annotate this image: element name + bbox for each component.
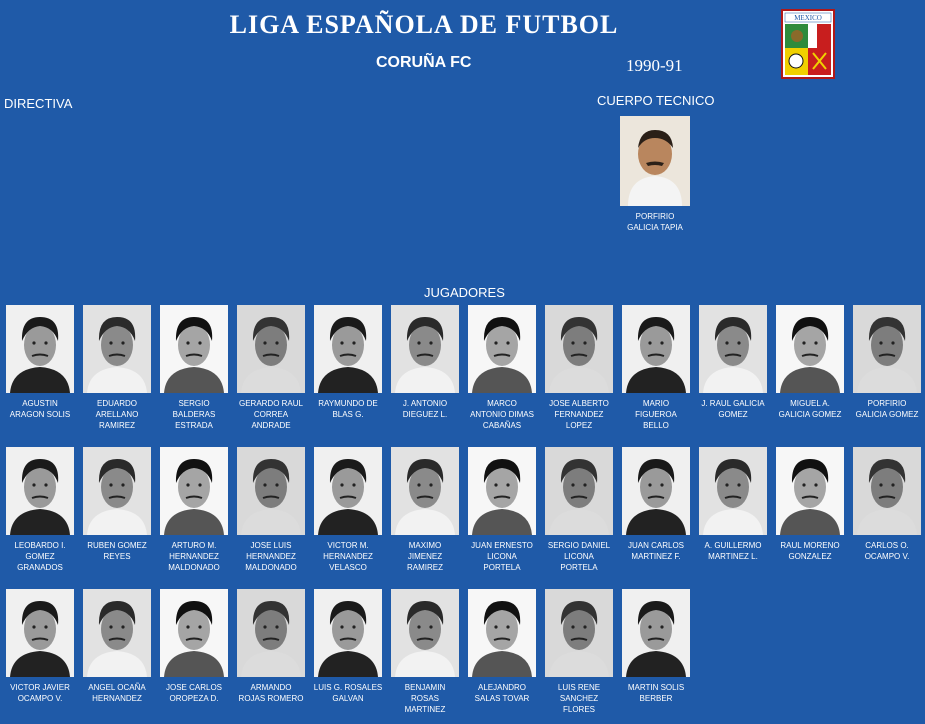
player-name: MIGUEL A. GALICIA GOMEZ (778, 399, 842, 419)
player-card (311, 589, 385, 704)
player-photo (314, 447, 382, 535)
player-name: MARCO ANTONIO DIMAS CABAÑAS (470, 399, 534, 430)
logo-text: MEXICO (794, 14, 822, 22)
player-name: LEOBARDO I. GOMEZ GRANADOS (14, 541, 66, 572)
player-photo (776, 305, 844, 393)
player-name: JOSE ALBERTO FERNANDEZ LOPEZ (549, 399, 609, 430)
coach-card (618, 116, 692, 233)
player-photo (391, 589, 459, 677)
player-name: CARLOS O. OCAMPO V. (864, 541, 910, 561)
player-photo (776, 447, 844, 535)
player-photo (545, 589, 613, 677)
player-card (157, 447, 231, 573)
player-card (3, 305, 77, 420)
player-card (773, 447, 847, 562)
player-name: JUAN CARLOS MARTINEZ F. (627, 541, 684, 561)
player-photo (391, 447, 459, 535)
player-photo (6, 447, 74, 535)
player-photo (237, 447, 305, 535)
player-name: JUAN ERNESTO LICONA PORTELA (471, 541, 533, 572)
player-photo (853, 305, 921, 393)
player-card (234, 305, 308, 431)
season-label: 1990-91 (626, 56, 683, 75)
player-name: EDUARDO ARELLANO RAMIREZ (95, 399, 139, 430)
player-photo (699, 447, 767, 535)
mexico-crest-logo (781, 9, 835, 79)
player-card (388, 305, 462, 420)
player-photo (83, 589, 151, 677)
page-title: LIGA ESPAÑOLA DE FUTBOL (229, 10, 619, 39)
player-name: ALEJANDRO SALAS TOVAR (474, 683, 530, 703)
player-name: ARTURO M. HERNANDEZ MALDONADO (168, 541, 220, 572)
player-name: J. ANTONIO DIEGUEZ L. (402, 399, 448, 419)
player-photo (160, 589, 228, 677)
player-photo (468, 305, 536, 393)
player-card (3, 447, 77, 573)
player-card (619, 447, 693, 562)
player-card (850, 305, 924, 420)
player-photo (314, 305, 382, 393)
player-card (542, 447, 616, 573)
player-card (80, 305, 154, 431)
player-photo (160, 447, 228, 535)
player-card (388, 447, 462, 573)
player-card (465, 305, 539, 431)
team-name: CORUÑA FC (376, 54, 472, 71)
player-name: MAXIMO JIMENEZ RAMIREZ (407, 541, 443, 572)
cuerpo-tecnico-label: CUERPO TECNICO (597, 93, 715, 108)
player-name: MARTIN SOLIS BERBER (627, 683, 685, 703)
player-card (157, 589, 231, 704)
player-name: RUBEN GOMEZ REYES (87, 541, 147, 561)
player-photo (853, 447, 921, 535)
player-name: LUIS G. ROSALES GALVAN (313, 683, 383, 703)
player-name: SERGIO DANIEL LICONA PORTELA (547, 541, 611, 572)
player-name: VICTOR M. HERNANDEZ VELASCO (323, 541, 373, 572)
player-name: GERARDO RAUL CORREA ANDRADE (238, 399, 303, 430)
player-card (80, 447, 154, 562)
player-photo (622, 589, 690, 677)
player-card (465, 589, 539, 704)
player-photo (468, 447, 536, 535)
player-card (388, 589, 462, 715)
player-card (157, 305, 231, 431)
player-name: PORFIRIO GALICIA GOMEZ (855, 399, 919, 419)
player-name: JOSE CARLOS OROPEZA D. (165, 683, 222, 703)
player-name: J. RAUL GALICIA GOMEZ (701, 399, 765, 419)
player-photo (83, 305, 151, 393)
player-name: RAYMUNDO DE BLAS G. (318, 399, 378, 419)
player-card (542, 589, 616, 715)
coach-name: PORFIRIO GALICIA TAPIA (627, 212, 683, 232)
player-photo (699, 305, 767, 393)
player-card (311, 447, 385, 573)
player-photo (6, 589, 74, 677)
player-photo (314, 589, 382, 677)
player-card (465, 447, 539, 573)
player-photo (622, 305, 690, 393)
player-photo (545, 305, 613, 393)
player-name: LUIS RENE SANCHEZ FLORES (557, 683, 601, 714)
player-name: ANGEL OCAÑA HERNANDEZ (88, 683, 146, 703)
player-name: BENJAMIN ROSAS MARTINEZ (404, 683, 446, 714)
player-photo (83, 447, 151, 535)
player-photo (391, 305, 459, 393)
jugadores-label: JUGADORES (424, 285, 505, 300)
player-card (696, 447, 770, 562)
player-photo (237, 589, 305, 677)
player-name: SERGIO BALDERAS ESTRADA (172, 399, 216, 430)
player-card (696, 305, 770, 420)
player-name: ARMANDO ROJAS ROMERO (238, 683, 304, 703)
player-card (234, 589, 308, 704)
player-name: MARIO FIGUEROA BELLO (635, 399, 677, 430)
player-card (542, 305, 616, 431)
player-name: AGUSTIN ARAGON SOLIS (9, 399, 71, 419)
player-name: RAUL MORENO GONZALEZ (780, 541, 840, 561)
player-name: VICTOR JAVIER OCAMPO V. (10, 683, 70, 703)
player-photo (6, 305, 74, 393)
player-card (850, 447, 924, 562)
player-photo (468, 589, 536, 677)
player-card (619, 589, 693, 704)
player-card (311, 305, 385, 420)
player-photo (622, 447, 690, 535)
player-name: A. GUILLERMO MARTINEZ L. (704, 541, 762, 561)
player-photo (237, 305, 305, 393)
player-card (80, 589, 154, 704)
player-card (619, 305, 693, 431)
player-card (773, 305, 847, 420)
player-photo (160, 305, 228, 393)
player-card (3, 589, 77, 704)
player-card (234, 447, 308, 573)
directiva-label: DIRECTIVA (4, 96, 73, 111)
player-name: JOSE LUIS HERNANDEZ MALDONADO (245, 541, 297, 572)
player-photo (545, 447, 613, 535)
coach-photo (620, 116, 690, 206)
